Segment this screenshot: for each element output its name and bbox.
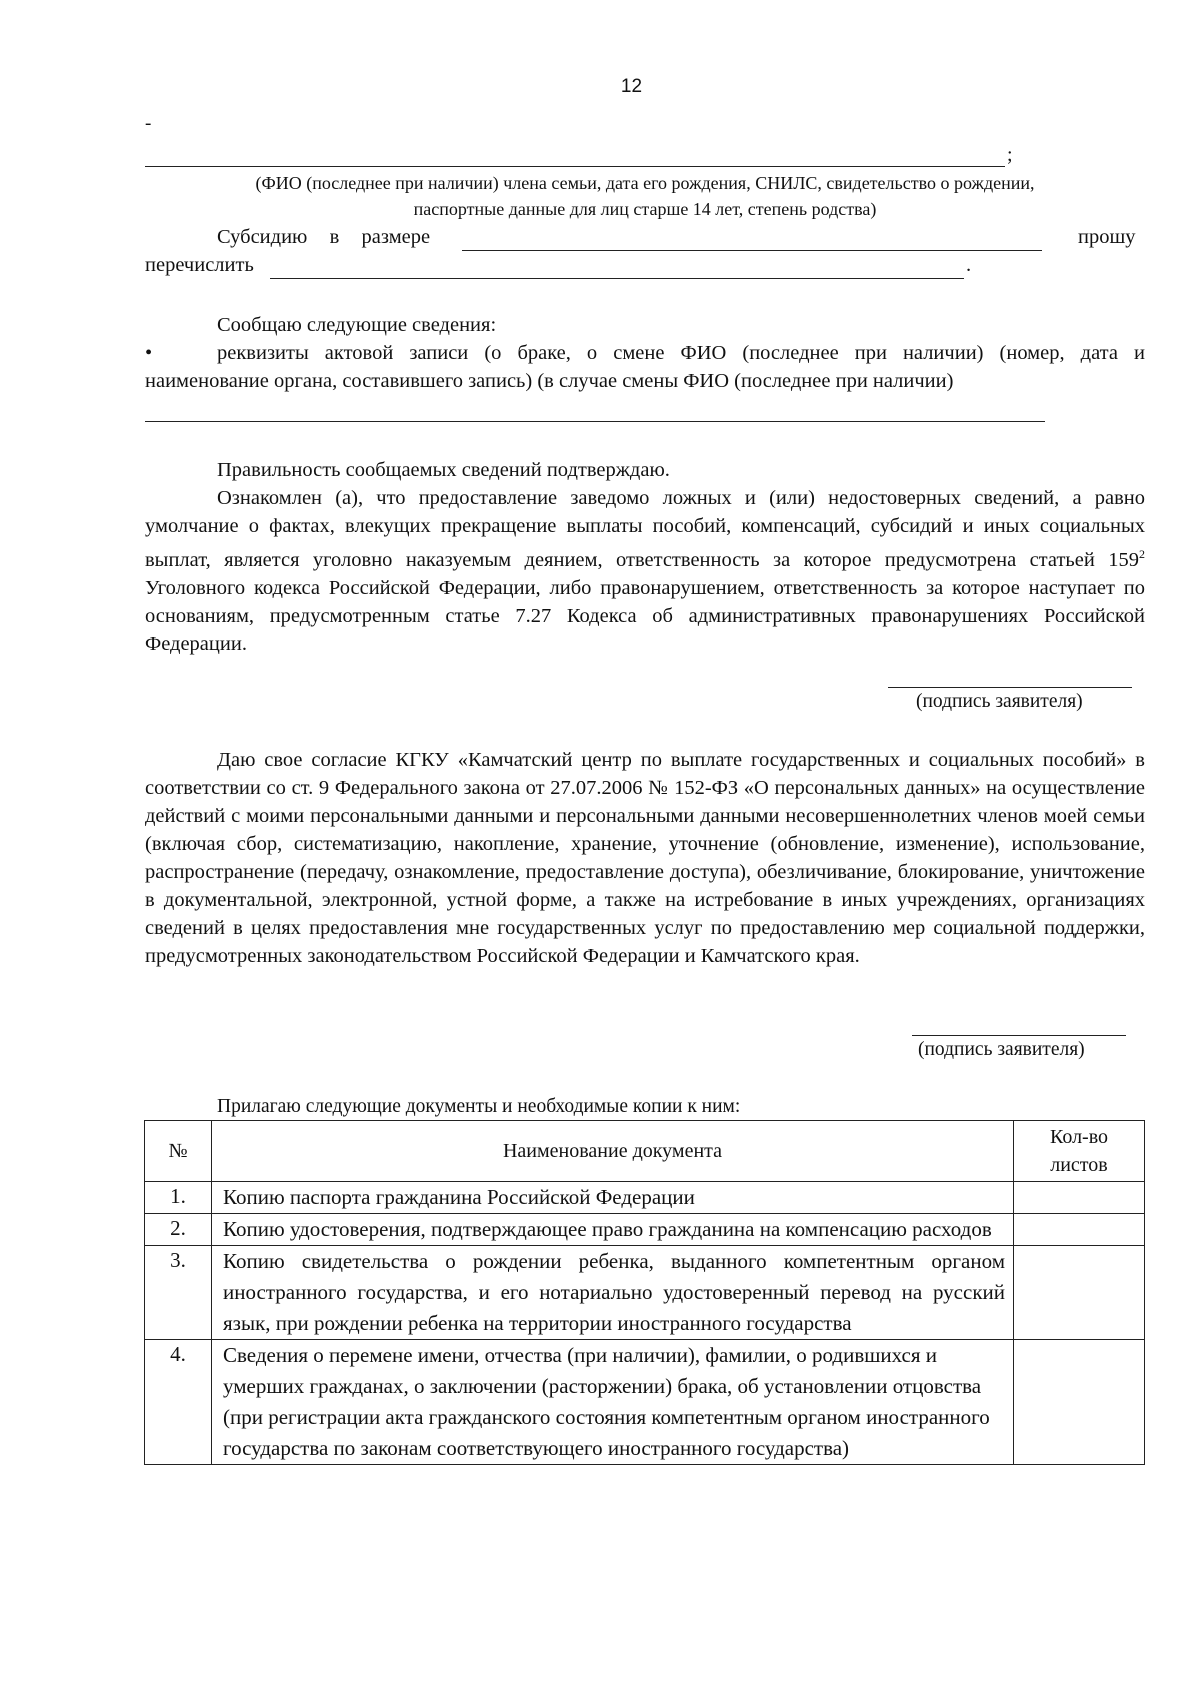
header-name: Наименование документа xyxy=(212,1121,1014,1182)
row-name: Сведения о перемене имени, отчества (при наличии), фамилии, о родившихся и умерших гражданах, о заключении (расторжении) брака, об установлении отцовства (при регистрации акта гражданского состояния компетентным органом иностранного государства по законам соответствующего иностранного государства) xyxy=(212,1340,1014,1465)
bullet-icon: • xyxy=(145,342,153,364)
row-num: 2. xyxy=(145,1214,212,1246)
liability-text-2: Уголовного кодекса Российской Федерации, либо правонарушением, ответственность за которое наступает по основаниям, предусмотренным статье 7.27 Кодекса об административных правонарушениях Российской Федерации. xyxy=(145,576,1145,655)
row-name: Копию свидетельства о рождении ребенка, выданного компетентным органом иностранного государства, и его нотариально удостоверенный перевод на русский язык, при рождении ребенка на территории иностранного государства xyxy=(212,1246,1014,1340)
transfer-account-field[interactable] xyxy=(270,278,964,279)
row-num: 1. xyxy=(145,1182,212,1214)
subsidy-label: Субсидию в размере xyxy=(217,226,431,248)
consent-paragraph xyxy=(145,746,1145,970)
header-count-line1: Кол-во xyxy=(1049,1126,1109,1148)
liability-sup: 2 xyxy=(1139,547,1145,561)
row-num: 4. xyxy=(145,1340,212,1465)
signature-line-1[interactable] xyxy=(888,687,1132,688)
semicolon: ; xyxy=(1007,144,1013,166)
table-row xyxy=(145,1214,1145,1246)
signature-line-2[interactable] xyxy=(912,1035,1126,1036)
row-name: Копию удостоверения, подтверждающее право гражданина на компенсацию расходов xyxy=(212,1214,1014,1246)
bullet-text-1: реквизиты актовой записи (о браке, о смене ФИО (последнее при наличии) (номер, дата и xyxy=(217,342,1145,364)
family-member-caption-2: паспортные данные для лиц старше 14 лет, степень родства) xyxy=(413,199,877,219)
liability-paragraph xyxy=(145,484,1145,658)
table-header-row xyxy=(145,1121,1145,1182)
transfer-end: . xyxy=(966,254,972,276)
table-row xyxy=(145,1340,1145,1465)
act-record-field[interactable] xyxy=(145,421,1045,422)
liability-text: Ознакомлен (а), что предоставление заведомо ложных и (или) недостоверных сведений, а равно умолчание о фактах, влекущих прекращение выплаты пособий, компенсаций, субсидий и иных социальных выплат, является уголовно наказуемым деянием, ответственность за которое предусмотрена статьей 159 xyxy=(145,487,1145,571)
dash-marker: - xyxy=(145,113,152,134)
attachments-intro: Прилагаю следующие документы и необходимые копии к ним: xyxy=(217,1096,741,1117)
table-row xyxy=(145,1182,1145,1214)
subsidy-ask: прошу xyxy=(1078,226,1136,248)
header-num: № xyxy=(145,1121,212,1182)
family-member-line[interactable] xyxy=(145,166,1005,167)
family-member-caption-1: (ФИО (последнее при наличии) члена семьи, дата его рождения, СНИЛС, свидетельство о рождении, xyxy=(255,173,1035,193)
info-intro: Сообщаю следующие сведения: xyxy=(217,314,497,336)
bullet-text-2: наименование органа, составившего запись) (в случае смены ФИО (последнее при наличии) xyxy=(145,370,954,392)
row-count-cell[interactable] xyxy=(1014,1214,1145,1246)
row-num: 3. xyxy=(145,1246,212,1340)
page-number: 12 xyxy=(620,76,643,97)
row-name: Копию паспорта гражданина Российской Федерации xyxy=(212,1182,1014,1214)
documents-table xyxy=(144,1120,1145,1465)
consent-text: Даю свое согласие КГКУ «Камчатский центр по выплате государственных и социальных пособий» в соответствии со ст. 9 Федерального закона от 27.07.2006 № 152-ФЗ «О персональных данных» на осуществление действий с моими персональными данными и персональными данными несовершеннолетних членов моей семьи (включая сбор, систематизацию, накопление, хранение, уточнение (обновление, изменение), использование, распространение (передачу, ознакомление, предоставление доступа), обезличивание, блокирование, уничтожение в документальной, электронной, устной форме, а также на истребование в иных учреждениях, организациях сведений в целях предоставления мне государственных услуг по предоставлению мер социальной поддержки, предусмотренных законодательством Российской Федерации и Камчатского края. xyxy=(145,749,1145,967)
row-count-cell[interactable] xyxy=(1014,1246,1145,1340)
row-count-cell[interactable] xyxy=(1014,1182,1145,1214)
signature-caption-2: (подпись заявителя) xyxy=(918,1039,1085,1060)
confirm-text: Правильность сообщаемых сведений подтверждаю. xyxy=(217,459,670,481)
subsidy-amount-field[interactable] xyxy=(462,250,1042,251)
row-count-cell[interactable] xyxy=(1014,1340,1145,1465)
header-count xyxy=(1014,1121,1145,1182)
signature-caption-1: (подпись заявителя) xyxy=(916,691,1083,712)
header-count-line2: листов xyxy=(1050,1154,1108,1176)
table-row xyxy=(145,1246,1145,1340)
transfer-label: перечислить xyxy=(145,254,254,276)
